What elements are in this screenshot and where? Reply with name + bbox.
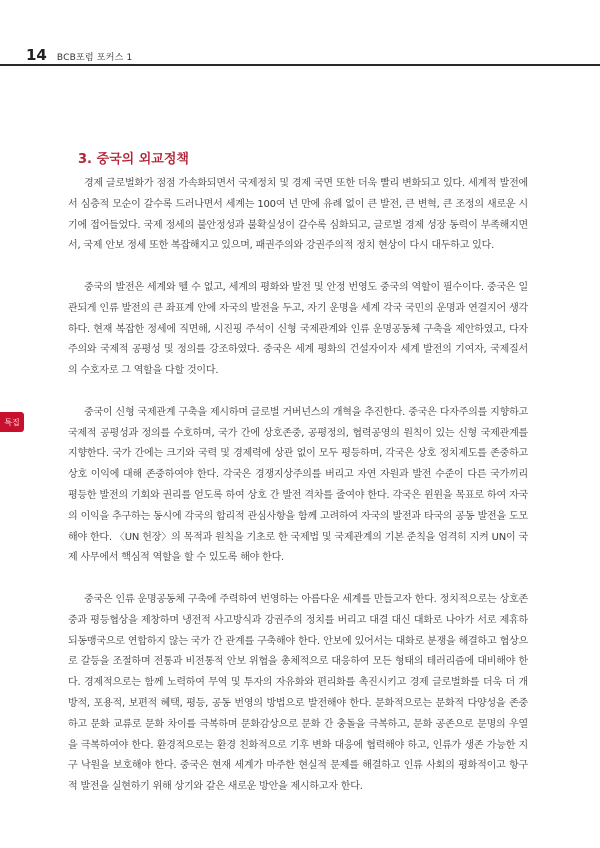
body-text (68, 174, 528, 819)
section-side-tab: 특집 (0, 412, 24, 432)
page-header (26, 46, 132, 64)
page-number: 14 (26, 46, 47, 64)
section-heading: 3. 중국의 외교정책 (78, 152, 189, 167)
paragraph: 중국이 신형 국제관계 구축을 제시하며 글로벌 거버넌스의 개혁을 추진한다. 중국은 다자주의를 지향하고 국제적 공평성과 정의를 수호하며, 국가 간에 상호존중, 공평정의, 협력공영의 원칙이 있는 신형 국제관계를 지향한다. 국가 간에는 크기와 국력 및 경제력에 상관 없이 모두 평등하며, 각국은 상호 정치제도를 존중하고 상호 이익에 대해 존중하여야 한다. 각국은 경쟁지상주의를 버리고 자연 자원과 발전 수준이 다른 국가끼리 평등한 발전의 기회와 권리를 얻도록 하여 상호 간 발전 격차를 줄여야 한다. 각국은 윈윈을 목표로 하여 자국의 이익을 추구하는 동시에 각국의 합리적 관심사항을 함께 고려하여 자국의 발전과 타국의 공동 발전을 도모해야 한다. 〈UN 헌장〉의 목적과 원칙을 기초로 한 국제법 및 국제관계의 기본 준칙을 엄격히 지켜 UN이 국제 사무에서 핵심적 역할을 할 수 있도록 해야 한다. (68, 406, 528, 564)
paragraph: 중국의 발전은 세계와 뗄 수 없고, 세계의 평화와 발전 및 안정 번영도 중국의 역할이 필수이다. 중국은 일관되게 인류 발전의 큰 좌표계 안에 자국의 발전을 두고, 자기 운명을 세계 각국 국민의 운명과 연결지어 생각하다. 현재 복잡한 정세에 직면해, 시진핑 주석이 신형 국제관계와 인류 운명공동체 구축을 제안하였고, 다자주의와 국제적 공평성 및 정의를 강조하였다. 중국은 세계 평화의 건설자이자 세계 발전의 기여자, 국제질서의 수호자로 그 역할을 다할 것이다. (68, 281, 528, 377)
publication-title: BCB포럼 포커스 1 (56, 53, 133, 63)
paragraph: 중국은 인류 운명공동체 구축에 주력하여 번영하는 아름다운 세계를 만들고자 한다. 정치적으로는 상호존중과 평등협상을 제창하며 냉전적 사고방식과 강권주의 정치를 버리고 대결 대신 대화로 나아가 서로 제휴하되동맹국으로 연합하지 않는 국가 간 관계를 구축해야 한다. 안보에 있어서는 대화로 분쟁을 해결하고 협상으로 갈등을 조절하며 전통과 비전통적 안보 위협을 총체적으로 대응하여 모든 형태의 테러리즘에 대비해야 한다. 경제적으로는 함께 노력하여 무역 및 투자의 자유화와 편리화를 촉진시키고 경제 글로벌화를 더욱 더 개방적, 포용적, 보편적 혜택, 평등, 공동 번영의 방법으로 발전해야 한다. 문화적으로는 문화적 다양성을 존중하고 문화 교류로 문화 차이를 극복하며 문화감상으로 문화 간 충돌을 극복하고, 문화 공존으로 문명의 우열을 극복하여야 한다. 환경적으로는 환경 친화적으로 기후 변화 대응에 협력해야 하고, 인류가 생존 가능한 지구 낙원을 보호해야 한다. 중국은 현재 세계가 마주한 현실적 문제를 해결하고 인류 사회의 평화적이고 항구적 발전을 실현하기 위해 상기와 같은 새로운 방안을 제시하고자 한다. (68, 593, 528, 793)
header-divider (0, 64, 600, 66)
paragraph: 경제 글로벌화가 점점 가속화되면서 국제정치 및 경제 국면 또한 더욱 빨리 변화되고 있다. 세계적 발전에서 심층적 모순이 갈수록 드러나면서 세계는 100여 년 만에 유례 없이 큰 발전, 큰 변혁, 큰 조정의 새로운 시기에 접어들었다. 국제 정세의 불안정성과 불확실성이 갈수록 심화되고, 글로벌 경제 성장 동력이 부족해지면서, 국제 안보 정세 또한 복잡해지고 있으며, 패권주의와 강권주의적 정치 현상이 다시 대두하고 있다. (68, 178, 528, 252)
